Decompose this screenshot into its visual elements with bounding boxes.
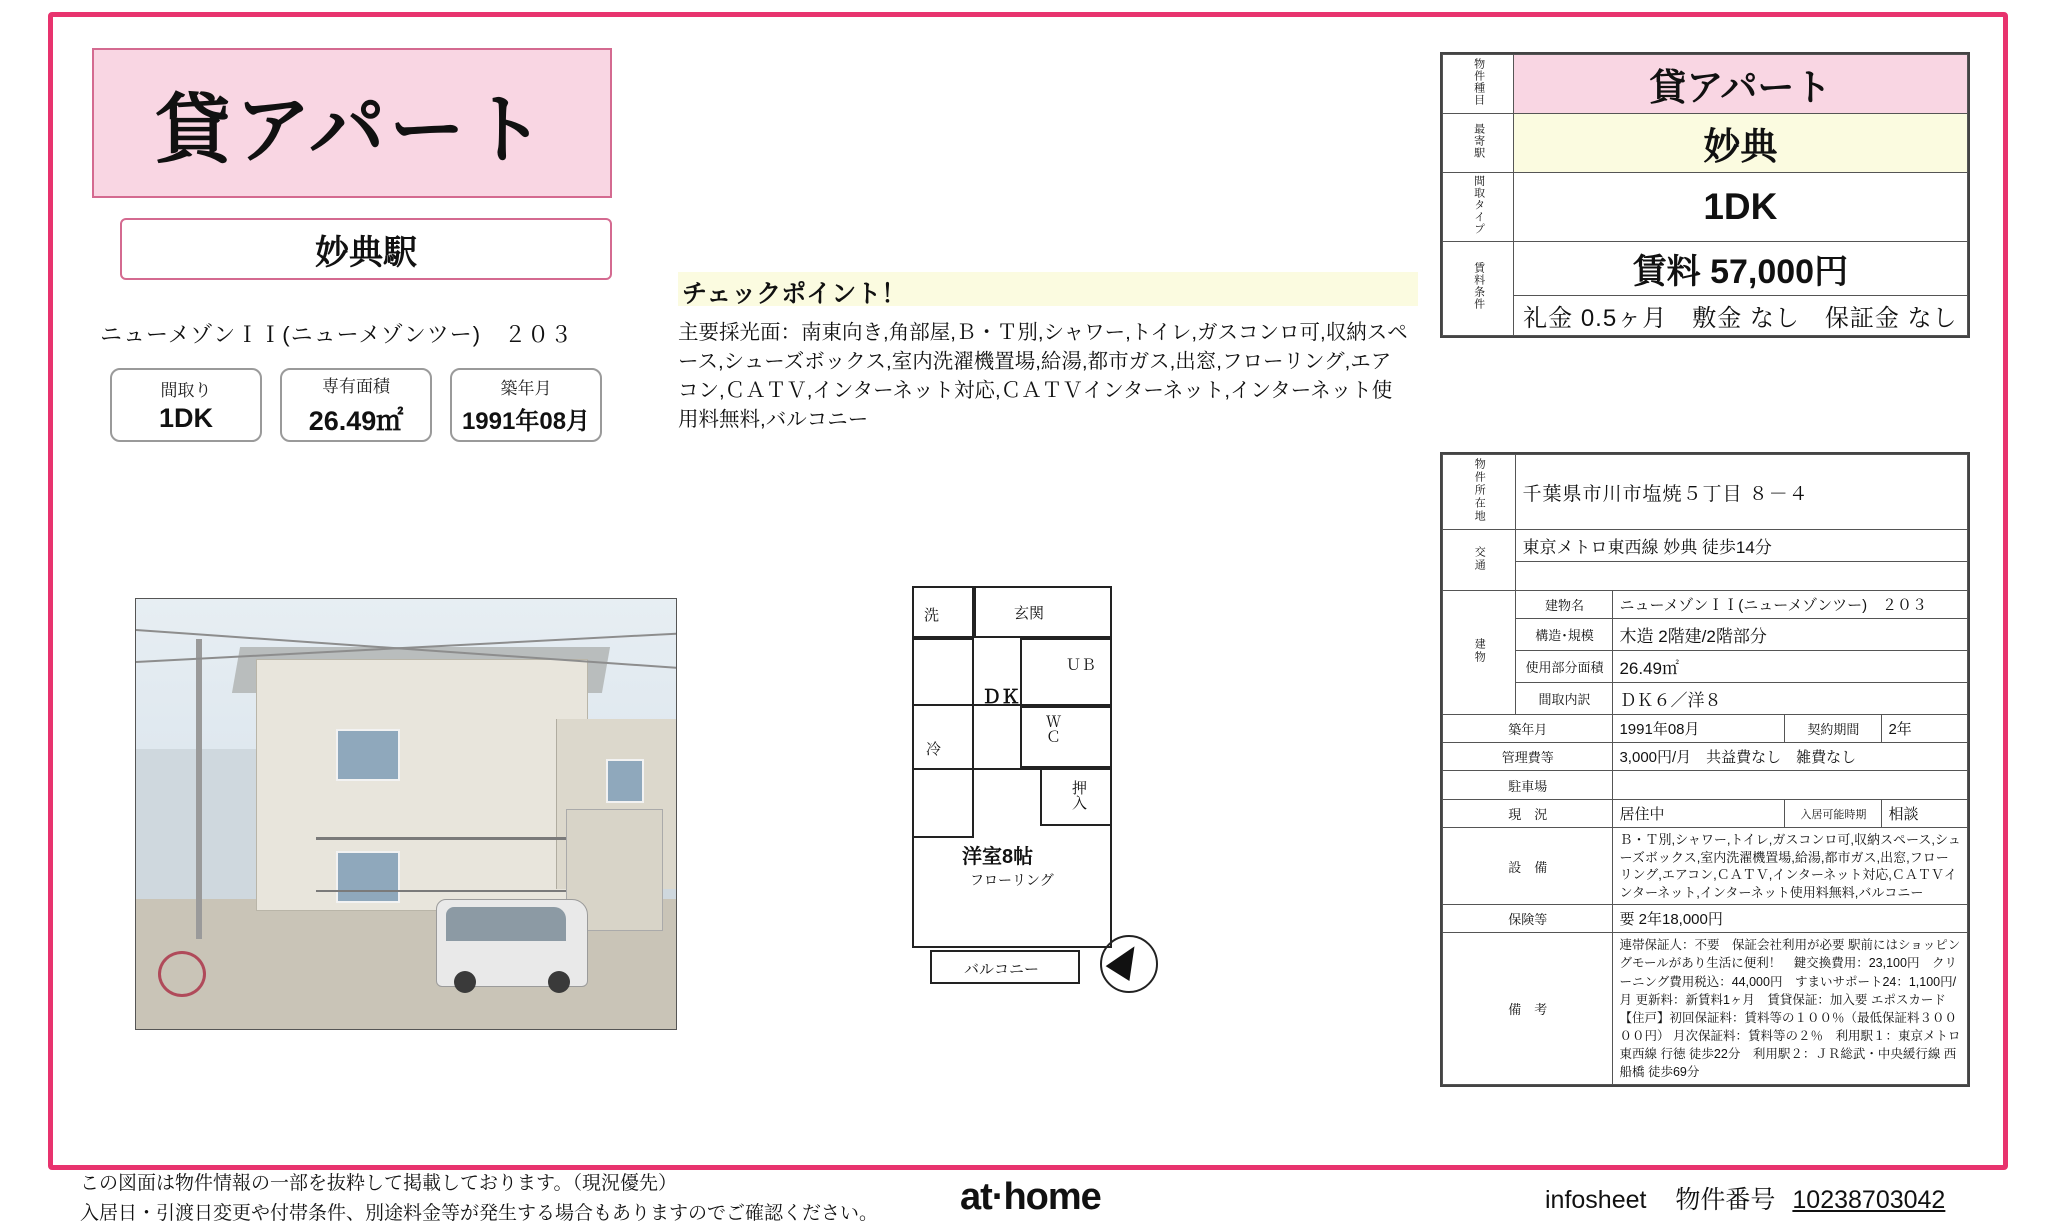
details-label-insurance: 保険等: [1443, 905, 1613, 933]
details-label-area: 使用部分面積: [1516, 651, 1613, 683]
details-value-structure: 木造 2階建/2階部分: [1613, 619, 1968, 651]
details-row-layout: [1443, 683, 1968, 715]
summary-value-rent: 賃料 57,000円: [1513, 241, 1967, 295]
infosheet-footer: [1545, 1180, 1945, 1216]
photo-car-window: [446, 907, 566, 941]
photo-railing: [316, 837, 566, 892]
details-value-contract: 2年: [1882, 715, 1968, 743]
details-value-insurance: 要 2年18,000円: [1613, 905, 1968, 933]
summary-label-layout: 間取タイプ: [1443, 173, 1514, 242]
summary-label-type: 物件種目: [1443, 55, 1514, 114]
details-label-movein: 入居可能時期: [1785, 800, 1882, 828]
details-row-structure: [1443, 619, 1968, 651]
checkpoint-title: チェックポイント！: [682, 280, 907, 308]
details-row-building-name: [1443, 591, 1968, 619]
summary-value-type: 貸アパート: [1513, 55, 1967, 114]
details-value-equip: Ｂ・Ｔ別,シャワー,トイレ,ガスコンロ可,収納スペース,シューズボックス,室内洗濯機置場,給湯,都市ガス,出窓,フローリング,エアコン,ＣＡＴＶ,インターネット対応,ＣＡＴＶインターネット,インターネット使用料無料,バルコニー: [1613, 828, 1968, 905]
details-label-contract: 契約期間: [1785, 715, 1882, 743]
fp-washer-area: [912, 586, 974, 638]
details-row-remarks: [1443, 933, 1968, 1085]
fp-label-fridge: 冷: [926, 741, 942, 758]
details-label-traffic: 交通: [1443, 530, 1516, 591]
details-value-built: 1991年08月: [1613, 715, 1785, 743]
station-box: [120, 218, 612, 280]
summary-value-layout: 1DK: [1513, 173, 1967, 242]
details-value-status: 居住中: [1613, 800, 1785, 828]
details-row-area: [1443, 651, 1968, 683]
fp-label-balcony: バルコニー: [964, 961, 1040, 978]
checkpoint-title-bar: [678, 272, 1418, 306]
details-row-status: [1443, 800, 1968, 828]
station-label: 妙典駅: [315, 233, 417, 272]
fp-wc-area: [1020, 706, 1112, 768]
checkpoint-body: 主要採光面：南東向き,角部屋,Ｂ・Ｔ別,シャワー,トイレ,ガスコンロ可,収納スペース,シューズボックス,室内洗濯機置場,給湯,都市ガス,出窓,フローリング,エアコン,ＣＡＴＶ,インターネット対応,ＣＡＴＶインターネット,インターネット使用料無料,バルコニー: [678, 321, 1408, 432]
spec-area-key: 専有面積: [322, 377, 390, 396]
details-row-address: [1443, 455, 1968, 530]
summary-panel: [1440, 52, 1970, 338]
summary-row-rent: [1443, 241, 1968, 295]
fp-label-dk: ＤＫ: [982, 687, 1021, 708]
spec-layout-value: 1DK: [158, 403, 213, 433]
spec-built-value: 1991年08月: [461, 408, 591, 435]
details-label-building-name: 建物名: [1516, 591, 1613, 619]
fp-label-closet: 押入: [1070, 780, 1087, 810]
details-value-area: 26.49㎡: [1613, 651, 1968, 683]
details-value-address: 千葉県市川市塩焼５丁目 ８－４: [1516, 455, 1968, 530]
photo-utility-pole: [196, 639, 202, 939]
details-value-building-name: ニューメゾンＩＩ(ニューメゾンツー) ２０３: [1613, 591, 1968, 619]
spec-row: [110, 368, 602, 442]
details-label-equip: 設 備: [1443, 828, 1613, 905]
photo-car-wheel-2: [548, 971, 570, 993]
spec-built-key: 築年月: [500, 379, 552, 398]
summary-value-station: 妙典: [1513, 114, 1967, 173]
details-panel: [1440, 452, 1970, 1087]
details-value-remarks: 連帯保証人：不要 保証会社利用が必要 駅前にはショッピングモールがあり生活に便利！ 鍵交換費用：23,100円 クリーニング費用税込：44,000円 すまいサポート24：1,100円/月 更新料：新賃料1ヶ月 賃貸保証：加入要 エポスカード【住戸】初回保証料：賃料等の１００％（最低保証料３００００円） 月次保証料：賃料等の２％ 利用駅１：東京メトロ東西線 行徳 徒歩22分 利用駅２：ＪＲ総武・中央緩行線 西船橋 徒歩69分: [1613, 933, 1968, 1085]
spec-layout: [110, 368, 262, 442]
athome-logo: at·home: [960, 1176, 1101, 1218]
footer-note-1: この図面は物件情報の一部を抜粋して掲載しております。（現況優先）: [80, 1173, 677, 1194]
summary-row-conditions: [1443, 295, 1968, 335]
details-label-status: 現 況: [1443, 800, 1613, 828]
details-label-parking: 駐車場: [1443, 771, 1613, 800]
summary-row-type: [1443, 55, 1968, 114]
details-row-traffic2: [1443, 562, 1968, 591]
details-value-traffic: 東京メトロ東西線 妙典 徒歩14分: [1516, 530, 1968, 562]
details-row-mgmt: [1443, 743, 1968, 771]
photo-bicycle: [158, 951, 206, 997]
fp-label-room: 洋室8帖: [962, 846, 1034, 868]
details-row-built: [1443, 715, 1968, 743]
property-type-title: [92, 48, 612, 198]
details-row-parking: [1443, 771, 1968, 800]
floor-plan: [890, 578, 1220, 1028]
details-label-layout: 間取内訳: [1516, 683, 1613, 715]
details-value-parking: [1613, 771, 1968, 800]
fp-label-flooring: フローリング: [970, 872, 1054, 888]
spec-layout-key: 間取り: [160, 381, 212, 400]
details-value-traffic2: [1516, 562, 1968, 591]
details-row-insurance: [1443, 905, 1968, 933]
spec-area-value: 26.49㎡: [308, 406, 404, 436]
footer-note-2: 入居日・引渡日変更や付帯条件、別途料金等が発生する場合もありますのでご確認ください。: [80, 1203, 879, 1224]
fp-label-wc: ＷＣ: [1044, 714, 1061, 744]
property-type-text: 貸アパート: [155, 84, 549, 174]
fp-label-entrance: 玄関: [1014, 605, 1045, 622]
details-value-layout: ＤＫ６／洋８: [1613, 683, 1968, 715]
spec-built: [450, 368, 602, 442]
details-value-movein: 相談: [1882, 800, 1968, 828]
details-label-structure: 構造･規模: [1516, 619, 1613, 651]
building-name: ニューメゾンＩＩ(ニューメゾンツー) ２０３: [100, 322, 574, 347]
property-no-value: 10238703042: [1792, 1186, 1946, 1214]
summary-value-conditions: 礼金 0.5ヶ月 敷金 なし 保証金 なし: [1513, 295, 1967, 335]
spec-area: [280, 368, 432, 442]
photo-window-3: [606, 759, 644, 803]
summary-row-layout: [1443, 173, 1968, 242]
summary-label-station: 最寄駅: [1443, 114, 1514, 173]
property-no-label: 物件番号: [1675, 1186, 1776, 1214]
infosheet-label: infosheet: [1545, 1186, 1647, 1214]
details-label-building: 建物: [1443, 591, 1516, 715]
details-label-remarks: 備 考: [1443, 933, 1613, 1085]
fp-label-ub: ＵＢ: [1066, 657, 1097, 674]
details-label-address: 物件所在地: [1443, 455, 1516, 530]
fp-label-wash: 洗: [924, 607, 940, 624]
details-row-equip: [1443, 828, 1968, 905]
details-label-mgmt: 管理費等: [1443, 743, 1613, 771]
summary-row-station: [1443, 114, 1968, 173]
summary-label-rent: 賃料条件: [1443, 241, 1514, 335]
details-label-built: 築年月: [1443, 715, 1613, 743]
photo-car-wheel-1: [454, 971, 476, 993]
details-row-traffic: [1443, 530, 1968, 562]
details-value-mgmt: 3,000円/月 共益費なし 雑費なし: [1613, 743, 1968, 771]
photo-window-1: [336, 729, 400, 781]
property-photo: [135, 598, 677, 1030]
